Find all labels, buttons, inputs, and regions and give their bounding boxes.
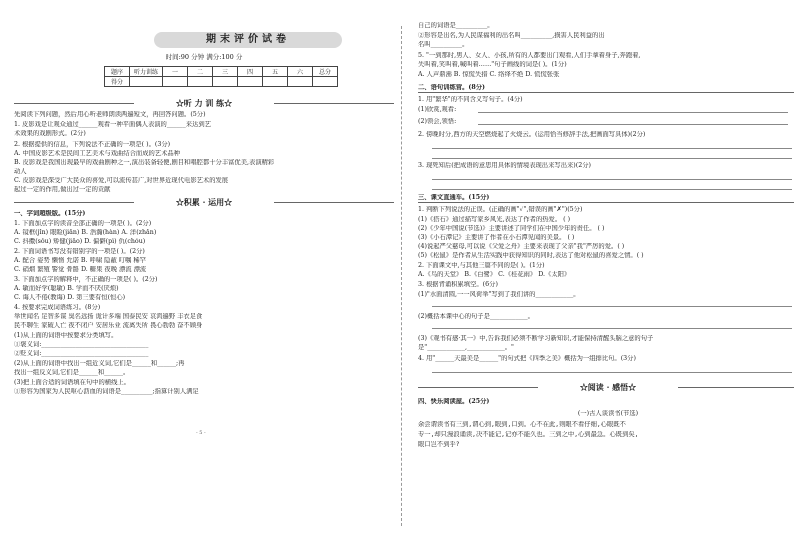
score-cell[interactable] [188, 77, 213, 87]
left-page [14, 26, 394, 526]
s3-q2-options: A.《鸟的天堂》 B.《白鹭》 C.《桂花雨》 D.《太阳》 [418, 271, 571, 278]
score-table [104, 66, 338, 87]
score-cell[interactable] [213, 77, 238, 87]
score-cell[interactable] [238, 77, 263, 87]
table-cell: 六 [288, 67, 313, 77]
s2-q3-answer-lines[interactable] [432, 170, 792, 190]
table-cell: 三 [213, 67, 238, 77]
listening-section-title: ☆听 力 训 练☆ [175, 98, 233, 108]
listening-option-c-cont: 起过一定的作用,做出过一定的贡献 [14, 186, 111, 193]
s3-q1-1: (1)《搭石》通过描写家乡风光,表达了作者的热爱。 ( ) [418, 216, 571, 223]
q4-item-2-cont: 名叫__________。 [418, 41, 469, 48]
q1-stem: 1. 下面加点字的读音全部正确的一项是( )。(2分) [14, 220, 152, 227]
divider [418, 92, 794, 93]
table-cell: 四 [238, 67, 263, 77]
s3-q2: 2. 下面课文中,与其他三篇不同的是( )。(1分) [418, 262, 545, 269]
s3-q1-2: (2)《少年中国说(节选)》主要讲述了同学们在中国少年的责任。 ( ) [418, 225, 605, 232]
answer-line[interactable] [478, 112, 788, 113]
table-cell: 得分 [105, 77, 130, 87]
q4-part-2-cont: 找出一组反义词,它们是______和______。 [14, 369, 130, 376]
q5-stem: 5. "一到那时,男人、女人、小孩,所有的人都要出门观看,人们手拿着身子,奔跑着, [418, 52, 641, 59]
s3-q1: 1. 判断下列说法的正误。(正确的画"✓",错误的画"✗")(5分) [418, 206, 583, 213]
table-cell: 总分 [313, 67, 338, 77]
q4-words-row-1: 举世闻名 足智多谋 臭名远扬 诡计多端 国泰民安 哀鸿遍野 丰衣足食 [14, 313, 203, 320]
s3-q3-2: (2)概括本课中心的句子是____________。 [418, 313, 534, 320]
exam-title: 期末评价试卷 [154, 32, 342, 48]
answer-line[interactable] [432, 328, 792, 329]
passage-line-3: 眼口岂不到乎? [418, 441, 460, 448]
s3-q4-answer-lines[interactable] [432, 363, 792, 373]
passage-title: (一)古人谈读书(节选) [577, 410, 639, 417]
reading-section-title: ☆阅读 · 感悟☆ [579, 382, 637, 392]
answer-line[interactable] [478, 124, 788, 125]
s3-q1-5: (5)《松鼠》是作者从生活实践中获得知识的同时,表达了他对松鼠的喜爱之情。( ) [418, 252, 644, 259]
q4-part-3-item-1: ①形容为国家为人民呕心沥血的词语是__________;指算计别人满足 [14, 388, 199, 395]
listening-q1: 1. 皮影戏是让观众通过______观看一种平面偶人表演的______来达到艺 [14, 121, 211, 128]
divider [274, 202, 394, 203]
q5-options: A. 人声鼎沸 B. 惊慌失措 C. 络绎不绝 D. 慌慌张张 [418, 71, 560, 78]
q4-words-row-2: 民不聊生 家破人亡 夜不闭户 安居乐业 流离失所 畏心勃勃 奋不顾身 [14, 322, 203, 329]
q4-cont-line: 自己的词语是__________。 [418, 22, 494, 29]
divider [418, 202, 794, 203]
table-cell: 题序 [105, 67, 130, 77]
table-cell: 一 [163, 67, 188, 77]
table-cell: 听力训练 [130, 67, 163, 77]
divider [418, 387, 538, 388]
s3-q3: 3. 根据背诵积累填空。(6分) [418, 281, 498, 288]
listening-option-b: B. 皮影戏是我国出现最早的戏曲剧种之一,演出装备轻便,剧目和唱腔都十分丰富优美,表演精彩 [14, 159, 275, 166]
listening-q2: 2. 根据提供的信息，下列说法不正确的一项是( )。(3分) [14, 141, 171, 148]
divider [274, 103, 394, 104]
score-cell[interactable] [288, 77, 313, 87]
listening-option-b-cont: 动人 [14, 168, 27, 175]
accumulation-section-title: ☆积累 · 运用☆ [175, 197, 233, 207]
q4-part-2: (2)从上面的词语中找出一组近义词,它们是______和______;再 [14, 360, 185, 367]
section-4-heading: 四、快乐阅读屋。(25分) [418, 398, 490, 405]
score-cell[interactable] [263, 77, 288, 87]
q2-options-cd: C. 硝烟 繁殖 警觉 骨骼 D. 糖果 夜晚 漂流 漂流 [14, 266, 147, 273]
s3-q3-1: (1)"水面清圆,一一风荷举"写到了我们讲的____________。 [418, 291, 580, 298]
listening-option-a: A. 中国皮影艺术是民间工艺美术与戏曲结合而成的艺术品种 [14, 150, 180, 157]
q2-stem: 2. 下面词语书写没有错别字的一项是( )。(2分) [14, 248, 145, 255]
s2-q1-b: (2)领会,领悟: [418, 118, 457, 125]
s2-q2-answer-lines[interactable] [432, 139, 792, 159]
score-cell[interactable] [130, 77, 163, 87]
q4-commendatory-blank: ①褒义词:__________________________________ [14, 341, 149, 348]
answer-line[interactable] [432, 306, 792, 307]
q4-stem: 4. 按要求完成词语练习。(8分) [14, 304, 101, 311]
listening-q1-cont: 术效果的戏剧形式。(2分) [14, 130, 86, 137]
q2-options-ab: A. 配合 姿势 懒惰 允诺 B. 呼啸 隐蔽 叮嘱 稀罕 [14, 257, 146, 264]
s2-q1: 1. 用"繁华"的不同含义写句子。(4分) [418, 96, 523, 103]
q1-options-cd: C. 抖擞(sǒu) 矫健(jiǎo) D. 偏僻(pì) 仇(chóu) [14, 238, 146, 245]
s3-q1-4: (4)说起严父慈母,可以说《父爱之舟》主要来表现了父亲"我"严厉的爱。( ) [418, 243, 625, 250]
s2-q2: 2. 傍晚时分,西方的天空燃烧起了火烧云。(运用恰当修辞手法,把画面写具体)(2分) [418, 131, 646, 138]
divider [14, 103, 134, 104]
exam-subtitle: 时间:90 分钟 满分:100 分 [165, 53, 243, 61]
passage-line-1: 余尝谓读书有三到,谓心到,眼到,口到。心不在此,则眼不看仔细,心眼既不 [418, 421, 626, 428]
q3-options-cd: C. 诲人不倦(教诲) D. 第三要有恒(恒心) [14, 294, 126, 301]
s2-q1-a: (1)欣赏,观看: [418, 106, 457, 113]
q4-part-3: (3)把上面合适的词语填在句中的横线上。 [14, 379, 130, 386]
q3-stem: 3. 下面加点字的解释中，不正确的一项是( )。(2分) [14, 276, 158, 283]
q4-item-2: ②形容是出名,为人民谋福利的出名叫__________,损害人民利益的出 [418, 32, 605, 39]
q3-options-ab: A. 敏而好学(聪敏) B. 学而不厌(厌烦) [14, 285, 119, 292]
q4-part-1: (1)从上面的词语中按要求分类填写。 [14, 332, 118, 339]
score-cell[interactable] [163, 77, 188, 87]
passage-line-2: 专一,却只漫浪诵读,决不能记,记亦不能久也。三到之中,心到最急。心既到矣, [418, 431, 639, 438]
s3-q3-3-cont: 是"____________,____________。" [418, 344, 514, 351]
score-cell[interactable] [313, 77, 338, 87]
score-table-score-row [105, 77, 338, 87]
listening-instruction: 先阅读下列问题，然后用心听老师朗读两遍短文，再回答问题。(5分) [14, 111, 206, 118]
s3-q4: 4. 用"______天最美是______"的句式把《四季之美》概括为一组排比句。(3分) [418, 355, 636, 362]
table-cell: 五 [263, 67, 288, 77]
s3-q1-3: (3)《小石潭记》主要讲了作者在小石潭见闻的美景。 ( ) [418, 234, 575, 241]
divider [14, 202, 134, 203]
s3-q3-3: (3)《观书有感·其一》中,告诉我们必须不断学习新知识,才能保持清醒头脑之意的句子 [418, 335, 654, 342]
section-1-heading: 一、字词超级版。(15分) [14, 210, 86, 217]
page-number: - 5 - [196, 430, 206, 436]
page-divider [401, 26, 402, 526]
right-page [418, 22, 794, 526]
q5-stem-cont: 失叫着,笑叫着,喊叫着……"句子画线的词是( )。(1分) [418, 61, 567, 68]
s2-q3: 3. 现死知后(把成语的意思用具体的情境表现出来写出来)(2分) [418, 162, 591, 169]
section-2-heading: 二、语句训练营。(8分) [418, 84, 486, 91]
q1-options-ab: A. 镜框(jǐn) 眼睑(jiǎn) B. 浩瀚(hàn) A. 洋(zhǎn) [14, 229, 157, 236]
q4-derogatory-blank: ②贬义词:__________________________________ [14, 350, 149, 357]
listening-option-c: C. 皮影戏是深受广大民众的喜爱,可以流传甚广,对世界近现代电影艺术的发展 [14, 177, 229, 184]
section-3-heading: 三、课文直通车。(15分) [418, 194, 490, 201]
table-cell: 二 [188, 67, 213, 77]
score-table-header-row [105, 67, 338, 77]
divider [678, 387, 794, 388]
